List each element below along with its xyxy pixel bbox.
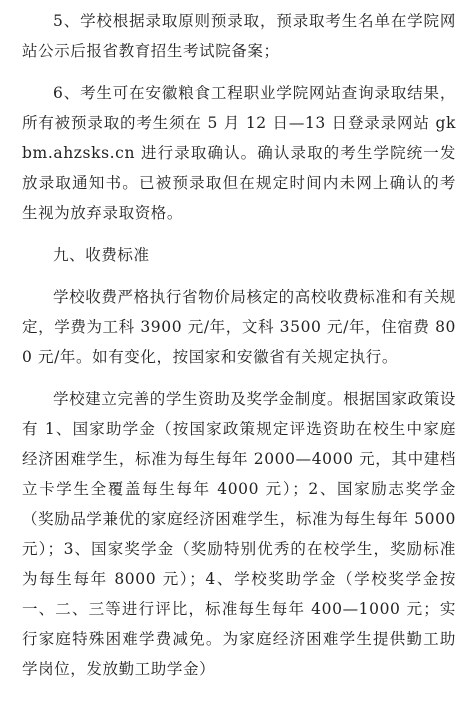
paragraph-item-5: 5、学校根据录取原则预录取，预录取考生名单在学院网站公示后报省教育招生考试院备案； xyxy=(22,12,456,60)
paragraph-financial-aid: 学校建立完善的学生资助及奖学金制度。根据国家政策设有 1、国家助学金（按国家政策规定评选资助在校生中家庭经济困难学生，标准为每生每年 2000—4000 元，其中建档立卡学生全覆盖每生每年 4000 元）；2、国家励志奖学金（奖励品学兼优的家庭经济困难学生，标准为每生每年 5000 元）；3、国家奖学金（奖励特别优秀的在校学生，奖励标准为每生每年 8000 元）；4、学校奖助学金（学校奖学金按一、二、三等进行评比，标准每生每年 400—1000 元；实行家庭特殊困难学费减免。为家庭经济困难学生提供勤工助学岗位，发放勤工助学金） xyxy=(22,390,456,678)
paragraph-fees: 学校收费严格执行省物价局核定的高校收费标准和有关规定，学费为工科 3900 元/年，文科 3500 元/年，住宿费 800 元/年。如有变化，按国家和安徽省有关规定执行。 xyxy=(22,288,456,366)
document-body xyxy=(22,6,456,684)
paragraph-item-6: 6、考生可在安徽粮食工程职业学院网站查询录取结果，所有被预录取的考生须在 5 月 12 日—13 日登录录网站 gkbm.ahzsks.cn 进行录取确认。确认录取的考生学院统一发放录取通知书。已被预录取但在规定时间内未网上确认的考生视为放弃录取资格。 xyxy=(22,84,456,222)
section-heading-fees: 九、收费标准 xyxy=(53,246,150,264)
